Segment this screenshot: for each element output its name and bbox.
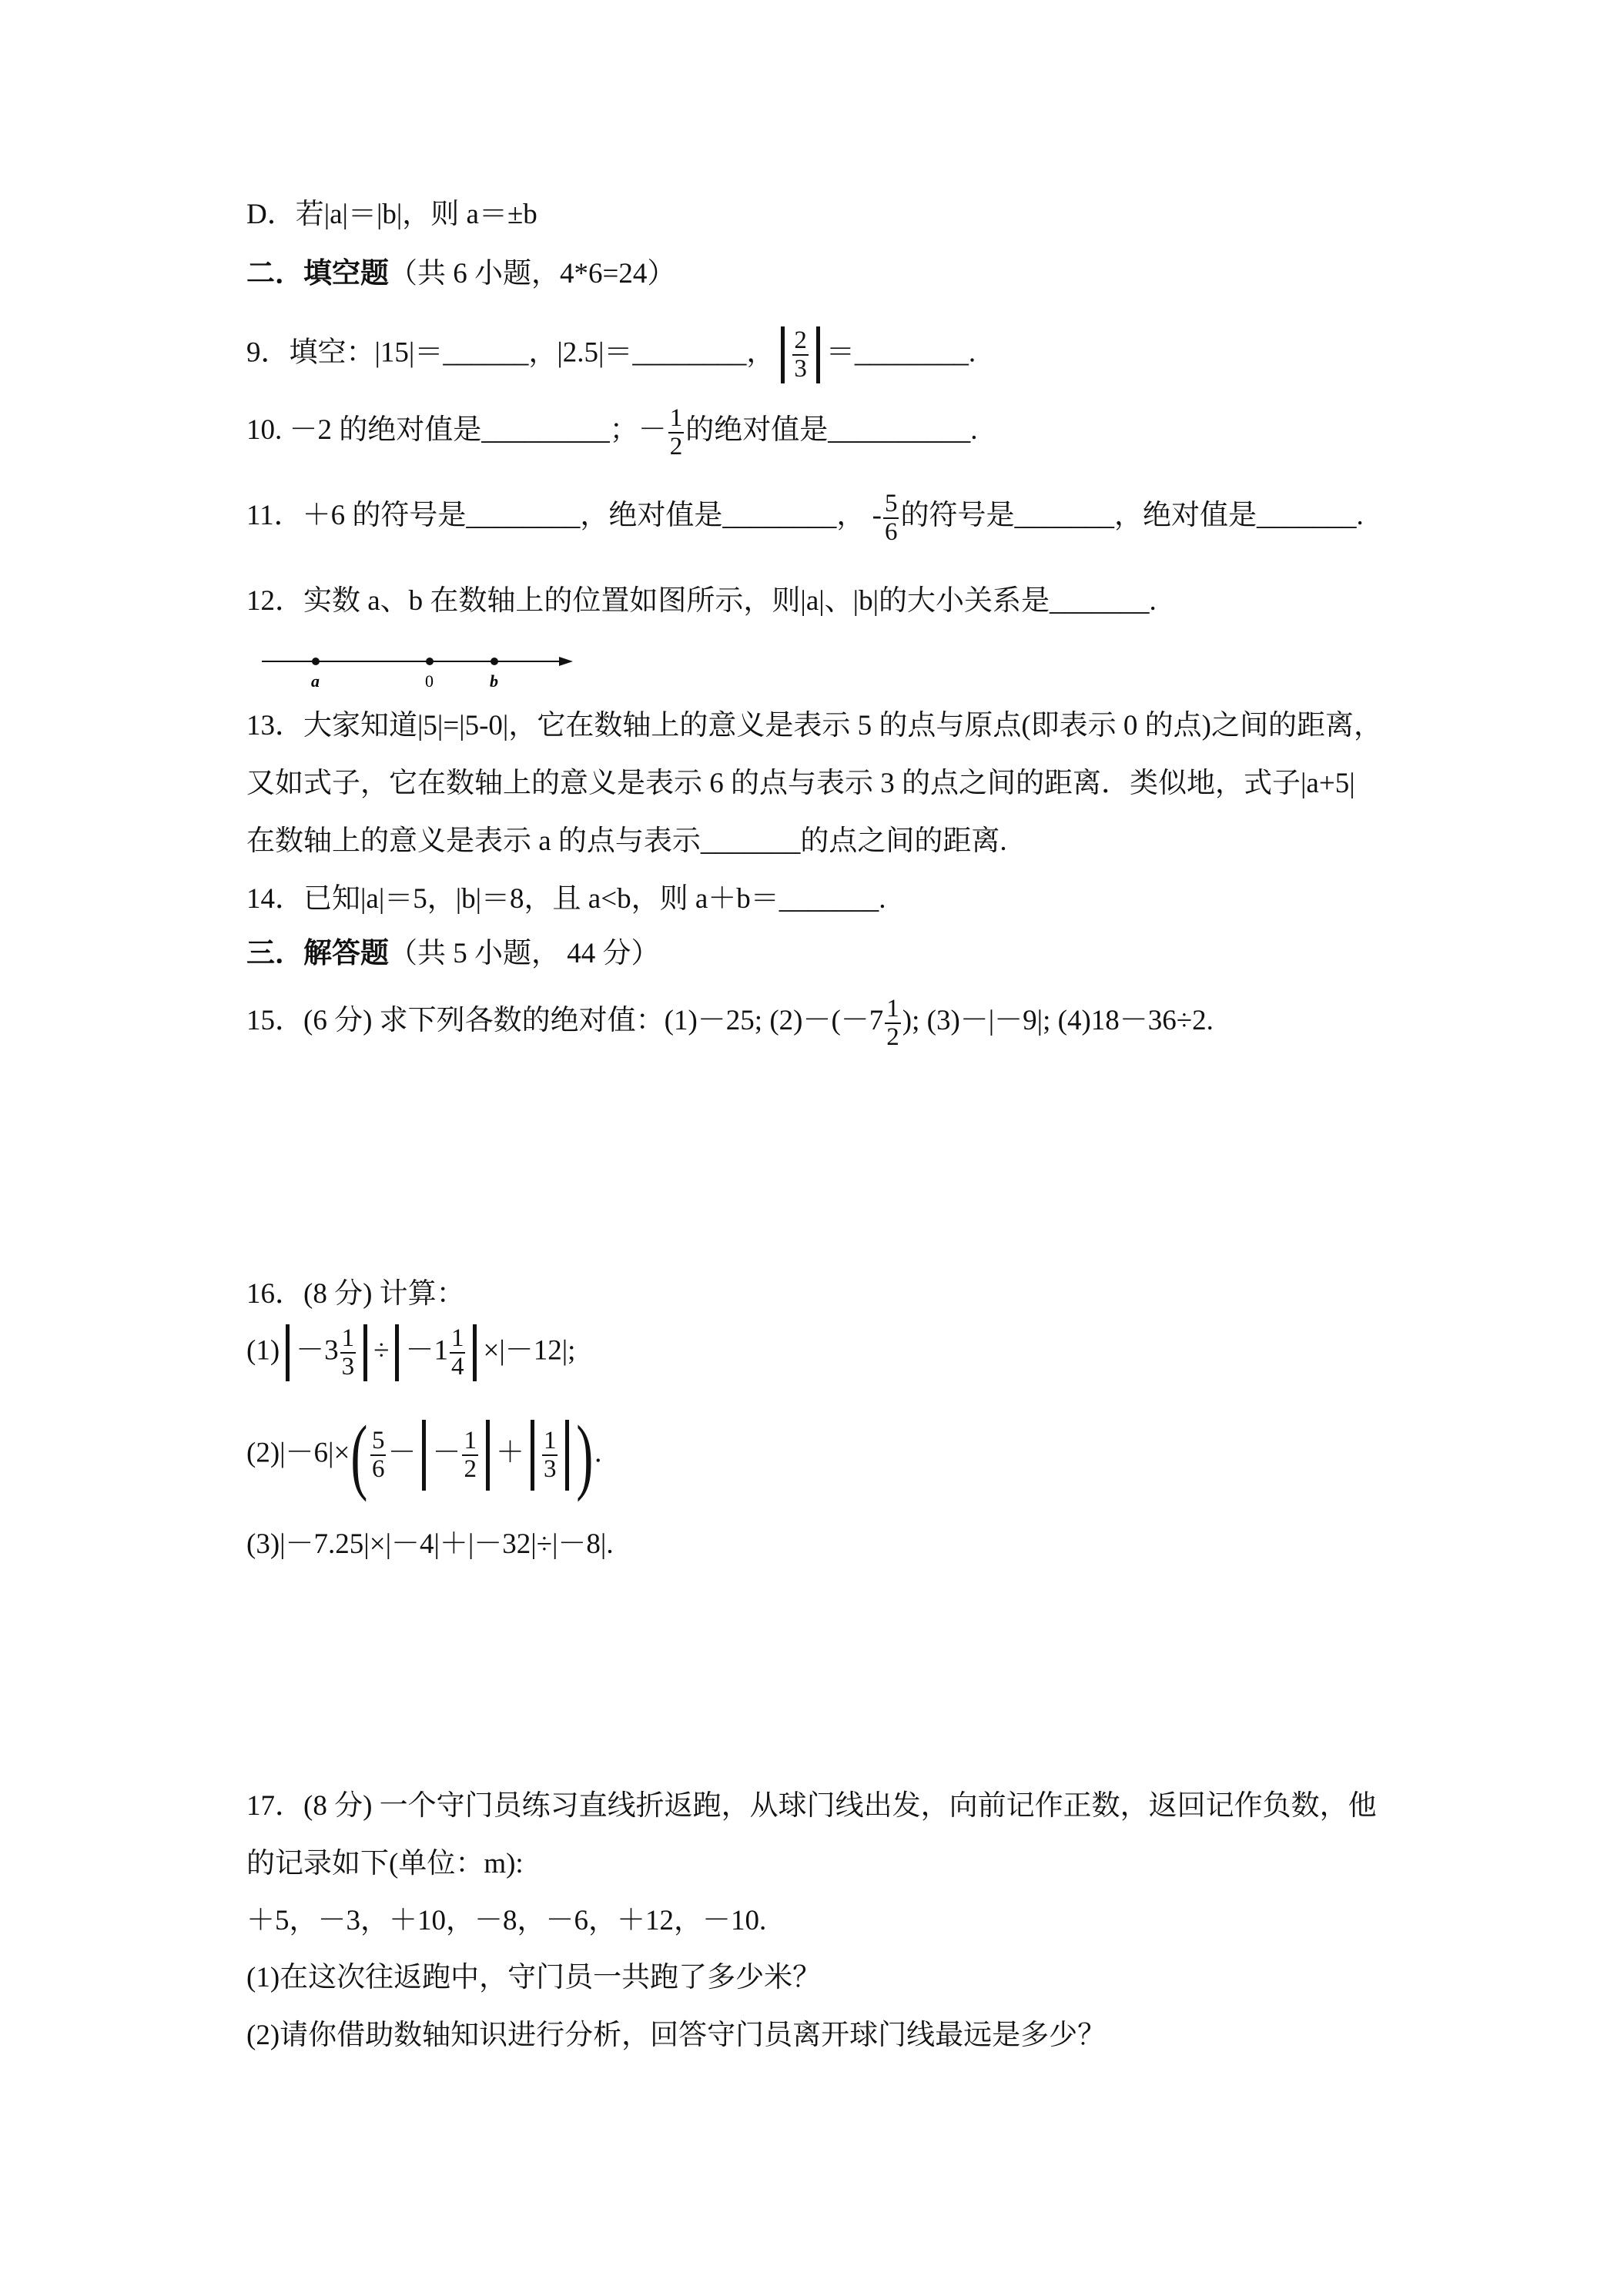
- q10-num: 1: [669, 404, 683, 432]
- q17-line3: ＋5，－3，＋10，－8，－6，＋12，－10.: [246, 1905, 767, 1936]
- q16-p1-a-num: 1: [341, 1324, 355, 1353]
- q11-text-b: 的符号是_______，绝对值是_______.: [900, 500, 1364, 532]
- q16-part3: (3)|－7.25|×|－4|＋|－32|÷|－8|.: [246, 1528, 614, 1560]
- q17-line5: (2)请你借助数轴知识进行分析，回答守门员离开球门线最远是多少？: [246, 2020, 1107, 2051]
- q15-text-a: 15．(6 分) 求下列各数的绝对值：(1)－25; (2)－(－7: [246, 1005, 884, 1037]
- abs-bar: [486, 1420, 490, 1491]
- q15: [246, 996, 1214, 1050]
- q16-p2-fraction: [370, 1427, 387, 1482]
- q16-p1-div: ÷: [373, 1334, 390, 1367]
- label-a: a: [311, 671, 320, 690]
- right-paren: ): [576, 1408, 594, 1502]
- q10-den: 2: [669, 432, 683, 460]
- q16-part1: [246, 1324, 575, 1381]
- q16-title: 16．(8 分) 计算：: [246, 1278, 465, 1310]
- section3-heading: 三．解答题: [246, 938, 389, 969]
- abs-bar: [565, 1420, 569, 1491]
- q16-p1-a: －3: [296, 1334, 339, 1367]
- section3-info: （共 5 小题， 44 分）: [389, 938, 660, 969]
- q16-p2-c-den: 2: [464, 1455, 477, 1483]
- label-zero: 0: [425, 671, 434, 690]
- q8-option-d: D．若|a|＝|b|，则 a＝±b: [246, 199, 537, 230]
- q10-text-b: 的绝对值是__________.: [685, 414, 978, 447]
- q16-p2-plus: ＋: [495, 1437, 524, 1469]
- q11-text-a: 11．＋6 的符号是________，绝对值是________， -: [246, 500, 882, 532]
- q10-text-a: 10. －2 的绝对值是_________；－: [246, 414, 667, 447]
- q16-p2-c-num: 1: [464, 1427, 477, 1455]
- q16-p2-c-fraction: [462, 1427, 478, 1482]
- section2-info: （共 6 小题，4*6=24）: [389, 258, 676, 290]
- q16-p2-d-den: 3: [543, 1455, 557, 1483]
- q17-line4: (1)在这次往返跑中，守门员一共跑了多少米？: [246, 1962, 822, 1993]
- q15-den: 2: [886, 1022, 899, 1051]
- q16-p2-end: .: [594, 1437, 602, 1469]
- left-paren: (: [350, 1408, 368, 1502]
- label-b: b: [490, 671, 498, 690]
- q16-p1-b-fraction: [450, 1325, 466, 1380]
- q16-p1-label: (1): [246, 1334, 280, 1367]
- abs-bar: [422, 1420, 426, 1491]
- q12: 12．实数 a、b 在数轴上的位置如图所示，则|a|、|b|的大小关系是_______.: [246, 585, 1157, 617]
- q16-p2-label: (2)|－6|×: [246, 1437, 350, 1469]
- q16-p1-b-den: 4: [450, 1353, 464, 1381]
- q10: [246, 405, 978, 460]
- section2-heading: 二．填空题: [246, 258, 389, 290]
- abs-bar: [473, 1324, 477, 1381]
- q17-line1: 17．(8 分) 一个守门员练习直线折返跑，从球门线出发，向前记作正数，返回记作负数，他: [246, 1790, 1377, 1822]
- number-line-figure: [262, 651, 585, 690]
- q15-text-b: ); (3)－|－9|; (4)18－36÷2.: [902, 1005, 1214, 1037]
- q17-line2: 的记录如下(单位：m):: [246, 1848, 524, 1879]
- q16-p1-b: －1: [405, 1334, 448, 1367]
- q13-line1: 13．大家知道|5|=|5-0|，它在数轴上的意义是表示 5 的点与原点(即表示 0 的点)之间的距离，: [246, 710, 1382, 741]
- abs-bar: [816, 326, 820, 383]
- q16-p1-end: ×|－12|;: [483, 1334, 576, 1367]
- q16-p2-minus: －: [387, 1437, 417, 1469]
- abs-bar: [781, 326, 785, 383]
- q16-p2-c: －: [432, 1437, 461, 1469]
- abs-bar: [531, 1420, 534, 1491]
- q11-fraction: [883, 490, 899, 545]
- q16-p2-d-fraction: [542, 1427, 558, 1482]
- q9-fraction: [792, 327, 809, 382]
- q11-den: 6: [884, 517, 898, 546]
- q16-p1-a-den: 3: [341, 1353, 355, 1381]
- q9-den: 3: [794, 355, 807, 383]
- abs-bar: [286, 1324, 290, 1381]
- arrow-icon: [559, 657, 573, 666]
- q16-p2-num: 5: [371, 1427, 385, 1455]
- abs-bar: [363, 1324, 367, 1381]
- q10-fraction: [668, 405, 685, 460]
- point-a: [312, 658, 320, 665]
- q15-fraction: [885, 996, 901, 1050]
- section3-header: [246, 938, 660, 971]
- q9: [246, 326, 976, 383]
- q11-num: 5: [884, 490, 898, 517]
- q16-p1-b-num: 1: [450, 1324, 464, 1353]
- q16-p1-a-fraction: [340, 1325, 357, 1380]
- q9-text-b: ＝________.: [825, 336, 976, 369]
- q16-p2-den: 6: [371, 1455, 385, 1483]
- abs-bar: [395, 1324, 399, 1381]
- section2-header: [246, 258, 675, 291]
- q13-line3: 在数轴上的意义是表示 a 的点与表示_______的点之间的距离.: [246, 825, 1007, 857]
- q14: 14．已知|a|＝5，|b|＝8，且 a<b，则 a＋b＝_______.: [246, 883, 886, 915]
- q11: [246, 490, 1364, 545]
- q9-text-a: 9．填空：|15|＝______，|2.5|＝________，: [246, 336, 775, 369]
- q16-part2: [246, 1408, 602, 1502]
- q9-num: 2: [794, 326, 807, 355]
- point-b: [491, 658, 498, 665]
- q16-p2-d-num: 1: [543, 1427, 557, 1455]
- q15-num: 1: [886, 995, 899, 1022]
- point-zero: [426, 658, 434, 665]
- q13-line2: 又如式子，它在数轴上的意义是表示 6 的点与表示 3 的点之间的距离．类似地，式子|a+5|: [246, 768, 1355, 799]
